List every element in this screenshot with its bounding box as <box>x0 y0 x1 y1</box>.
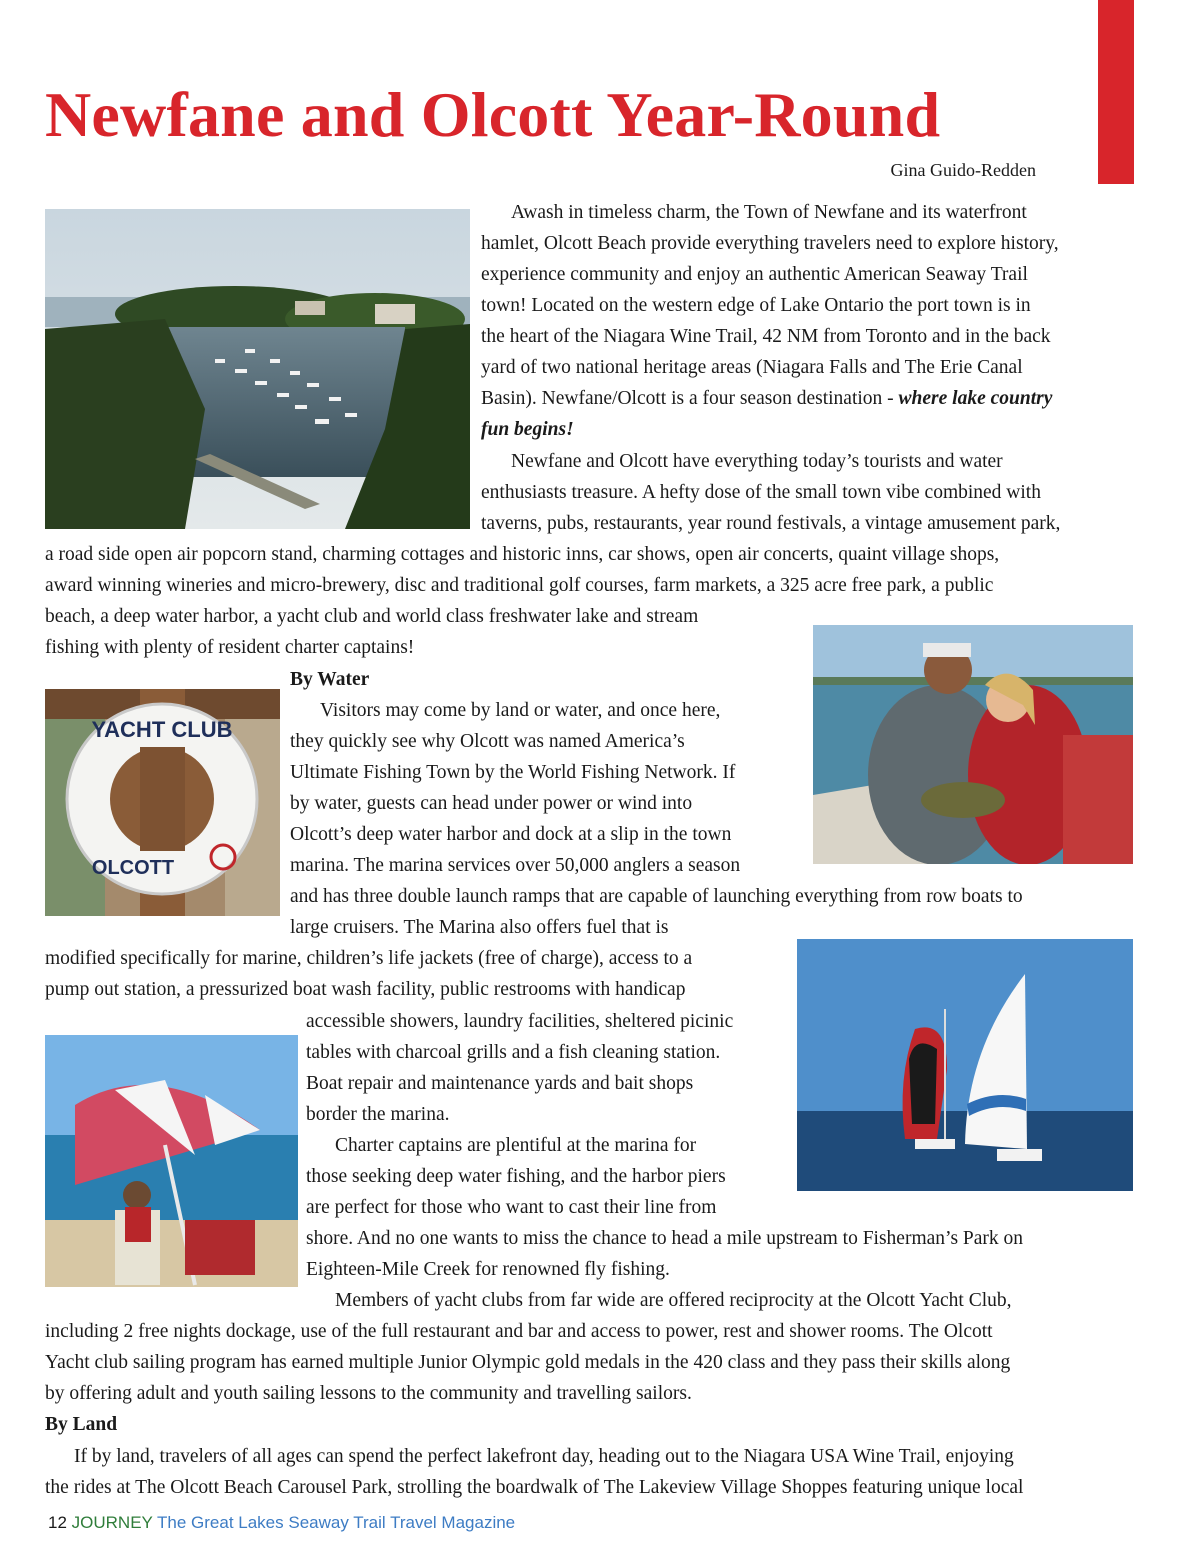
text-line: If by land, travelers of all ages can spend the perfect lakefront day, heading out to the Niagara USA Wine Trail, enjoying <box>74 1446 1014 1467</box>
text-line: Charter captains are plentiful at the marina for <box>335 1135 697 1156</box>
text-line: yard of two national heritage areas (Niagara Falls and The Erie Canal <box>481 357 1023 378</box>
magazine-subtitle: The Great Lakes Seaway Trail Travel Magazine <box>157 1513 516 1532</box>
emphasis-line: fun begins! <box>481 419 574 440</box>
page-number: 12 <box>48 1513 67 1532</box>
text-line: Visitors may come by land or water, and once here, <box>320 700 721 721</box>
fishing-couple-photo <box>813 625 1133 864</box>
text-line: the rides at The Olcott Beach Carousel Park, strolling the boardwalk of The Lakeview Village Shoppes featuring unique local <box>45 1477 1024 1498</box>
text-line: fishing with plenty of resident charter captains! <box>45 637 415 658</box>
text-line: modified specifically for marine, children’s life jackets (free of charge), access to a <box>45 948 693 969</box>
text-line: by offering adult and youth sailing lessons to the community and travelling sailors. <box>45 1383 692 1404</box>
author-byline: Gina Guido-Redden <box>890 160 1036 180</box>
yacht-club-lifering-photo <box>45 689 280 916</box>
text-line <box>481 383 1052 414</box>
text-line: and has three double launch ramps that are capable of launching everything from row boats to <box>290 886 1023 907</box>
text-line: tables with charcoal grills and a fish cleaning station. <box>306 1042 721 1063</box>
text-line: Eighteen-Mile Creek for renowned fly fishing. <box>306 1259 670 1280</box>
text-line: those seeking deep water fishing, and the harbor piers <box>306 1166 726 1187</box>
section-heading-by-water: By Water <box>290 669 370 690</box>
text-line: taverns, pubs, restaurants, year round festivals, a vintage amusement park, <box>481 513 1061 534</box>
text-line: by water, guests can head under power or wind into <box>290 793 693 814</box>
text-line: Members of yacht clubs from far wide are offered reciprocity at the Olcott Yacht Club, <box>335 1290 1012 1311</box>
text-line: shore. And no one wants to miss the chance to head a mile upstream to Fisherman’s Park on <box>306 1228 1024 1249</box>
text-line: large cruisers. The Marina also offers fuel that is <box>290 917 669 938</box>
text-line: including 2 free nights dockage, use of the full restaurant and bar and access to power, rest and shower rooms. The Olcott <box>45 1321 993 1342</box>
text-segment: Basin). Newfane/Olcott is a four season destination - <box>481 388 899 409</box>
text-line: marina. The marina services over 50,000 anglers a season <box>290 855 741 876</box>
text-line: pump out station, a pressurized boat wash facility, public restrooms with handicap <box>45 979 686 1000</box>
lifering-top-text: YACHT CLUB <box>91 717 233 742</box>
text-line: Olcott’s deep water harbor and dock at a slip in the town <box>290 824 732 845</box>
text-line: award winning wineries and micro-brewery, disc and traditional golf courses, farm markets, a 325 acre free park, a public <box>45 575 994 596</box>
text-line: Newfane and Olcott have everything today’s tourists and water <box>511 451 1003 472</box>
text-line: border the marina. <box>306 1104 450 1125</box>
article-title: Newfane and Olcott Year-Round <box>45 79 941 150</box>
text-line: Boat repair and maintenance yards and bait shops <box>306 1073 694 1094</box>
lifering-bottom-text: OLCOTT <box>91 857 175 879</box>
text-line: are perfect for those who want to cast their line from <box>306 1197 717 1218</box>
text-line: hamlet, Olcott Beach provide everything travelers need to explore history, <box>481 233 1059 254</box>
text-line: beach, a deep water harbor, a yacht club and world class freshwater lake and stream <box>45 606 699 627</box>
magazine-brand: JOURNEY <box>71 1513 153 1532</box>
emphasis-text: where lake country <box>898 388 1053 409</box>
section-heading-by-land: By Land <box>45 1414 118 1435</box>
sailboats-photo <box>797 939 1133 1191</box>
marina-aerial-photo <box>45 209 470 529</box>
text-line: Yacht club sailing program has earned multiple Junior Olympic gold medals in the 420 class and they pass their skills along <box>45 1352 1011 1373</box>
text-line: they quickly see why Olcott was named America’s <box>290 731 685 752</box>
text-line: Awash in timeless charm, the Town of Newfane and its waterfront <box>511 202 1027 223</box>
text-line: experience community and enjoy an authentic American Seaway Trail <box>481 264 1028 285</box>
beach-umbrella-photo <box>45 1035 298 1287</box>
text-line: accessible showers, laundry facilities, sheltered picinic <box>306 1011 734 1032</box>
text-line: enthusiasts treasure. A hefty dose of the small town vibe combined with <box>481 482 1041 503</box>
page-footer <box>48 1513 515 1533</box>
accent-bar <box>1098 0 1134 184</box>
text-line: the heart of the Niagara Wine Trail, 42 NM from Toronto and in the back <box>481 326 1051 347</box>
text-line: town! Located on the western edge of Lake Ontario the port town is in <box>481 295 1031 316</box>
text-line: Ultimate Fishing Town by the World Fishing Network. If <box>290 762 736 783</box>
text-line: a road side open air popcorn stand, charming cottages and historic inns, car shows, open air concerts, quaint village shops, <box>45 544 1000 565</box>
